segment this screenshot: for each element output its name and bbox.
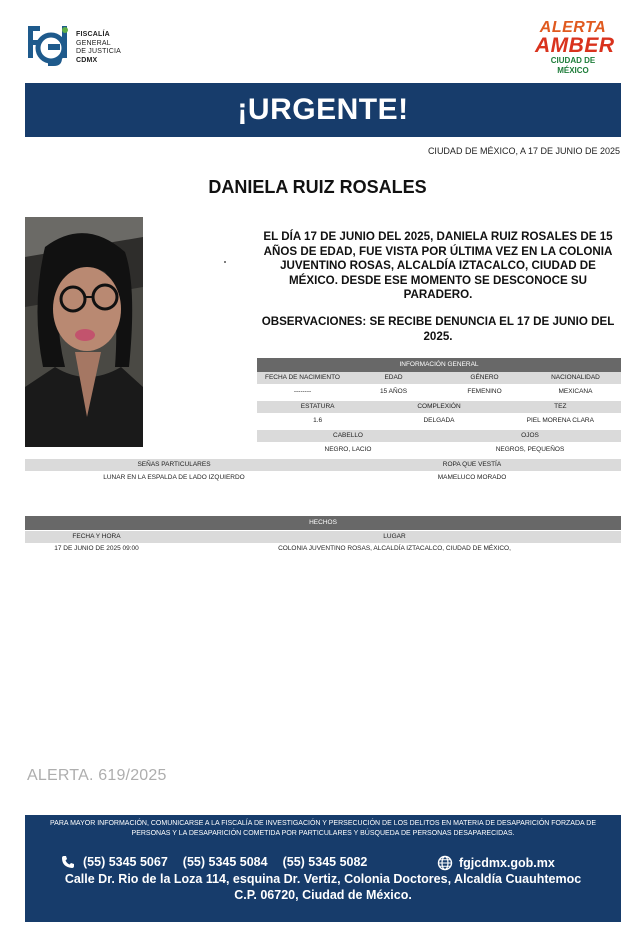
address [25, 871, 621, 903]
org-line4: CDMX [76, 56, 98, 64]
info-row1-values [257, 386, 621, 398]
person-photo [25, 217, 143, 447]
dateline: CIUDAD DE MÉXICO, A 17 DE JUNIO DE 2025 [427, 146, 620, 156]
phone-list [61, 855, 382, 869]
header-eyes: OJOS [521, 432, 539, 439]
info-row2-values [257, 415, 621, 427]
header-datetime: FECHA Y HORA [72, 533, 121, 540]
header-gender: GÉNERO [470, 374, 499, 381]
header-birthdate: FECHA DE NACIMIENTO [264, 374, 340, 381]
hechos-title: HECHOS [25, 516, 621, 530]
phone-icon [61, 855, 75, 869]
case-description: EL DÍA 17 DE JUNIO DEL 2025, DANIELA RUIZ ROSALES DE 15 AÑOS DE EDAD, FUE VISTA POR ÚLTIMA VEZ EN LA COLONIA JUVENTINO ROSAS, ALCALDÍA IZTACALCO, CIUDAD DE MÉXICO. DESDE ESE MOMENTO SE DESCONOCE SU PARADERO. [263, 230, 613, 302]
value-build: DELGADA [423, 417, 455, 424]
address-line2: C.P. 06720, Ciudad de México. [234, 888, 412, 902]
observations: OBSERVACIONES: SE RECIBE DENUNCIA EL 17 DE JUNIO DEL 2025. [261, 315, 615, 343]
general-info-title: INFORMACIÓN GENERAL [257, 358, 621, 372]
amber-line1: ALERTA [539, 19, 607, 36]
alert-number: ALERTA. 619/2025 [27, 767, 167, 784]
header-nationality: NACIONALIDAD [551, 374, 600, 381]
header-clothing: ROPA QUE VESTÍA [442, 461, 502, 468]
hechos-values [25, 543, 621, 555]
info-row3-headers [257, 430, 621, 442]
header-build: COMPLEXIÓN [417, 403, 461, 410]
header-age: EDAD [384, 374, 403, 381]
address-line1: Calle Dr. Rio de la Loza 114, esquina Dr. Vertiz, Colonia Doctores, Alcaldía Cuauhtemoc [64, 872, 582, 886]
info-row4-values [25, 472, 621, 484]
value-eyes: NEGROS, PEQUEÑOS [495, 446, 565, 453]
amber-line2: AMBER [535, 34, 615, 57]
info-row4-headers [25, 459, 621, 471]
value-place: COLONIA JUVENTINO ROSAS, ALCALDÍA IZTACALCO, CIUDAD DE MÉXICO, [278, 545, 511, 552]
header-height: ESTATURA [300, 403, 335, 410]
phone-1[interactable]: (55) 5345 5067 [83, 855, 168, 869]
person-name: DANIELA RUIZ ROSALES [208, 177, 427, 197]
hechos-table [25, 516, 621, 555]
fgj-logo [24, 22, 72, 74]
globe-icon [437, 855, 453, 871]
phone-3[interactable]: (55) 5345 5082 [282, 855, 368, 869]
value-datetime: 17 DE JUNIO DE 2025 09:00 [54, 545, 139, 552]
stray-dot [224, 261, 226, 263]
info-row2-headers [257, 401, 621, 413]
org-line1: FISCALÍA [76, 31, 110, 38]
header-place: LUGAR [383, 533, 406, 540]
value-gender: FEMENINO [467, 388, 502, 395]
value-hair: NEGRO, LACIO [324, 446, 372, 453]
particular-signs-table [25, 459, 621, 484]
alerta-amber-logo [535, 19, 615, 76]
urgent-banner: ¡URGENTE! [25, 83, 621, 137]
value-particular-signs: LUNAR EN LA ESPALDA DE LADO IZQUIERDO [103, 474, 245, 481]
org-name [76, 31, 121, 65]
footer-info-text: PARA MAYOR INFORMACIÓN, COMUNICARSE A LA FISCALÍA DE INVESTIGACIÓN Y PERSECUCIÓN DE LOS DELITOS EN MATERIA DE DESAPARICIÓN FORZADA DE PERSONAS Y LA DESAPARICIÓN COMETIDA POR PARTICULARES Y BÚSQUEDA DE PERSONAS DESAPARECIDAS. [50, 820, 596, 837]
website [437, 855, 555, 871]
value-clothing: MAMELUCO MORADO [437, 474, 507, 481]
header-complexion: TEZ [554, 403, 567, 410]
value-age: 15 AÑOS [379, 388, 408, 395]
org-line3: DE JUSTICIA [76, 48, 121, 56]
value-birthdate: -------- [293, 388, 312, 395]
value-complexion: PIEL MORENA CLARA [526, 417, 594, 424]
info-row3-values [257, 444, 621, 456]
header-particular-signs: SEÑAS PARTICULARES [137, 461, 211, 468]
value-height: 1.6 [313, 417, 323, 424]
value-nationality: MEXICANA [558, 388, 593, 395]
phone-2[interactable]: (55) 5345 5084 [182, 855, 268, 869]
amber-line3: CIUDAD DE MÉXICO [550, 56, 596, 75]
general-info-table [257, 358, 621, 456]
info-row1-headers [257, 372, 621, 384]
header-hair: CABELLO [333, 432, 363, 439]
org-line2: GENERAL [76, 39, 111, 47]
footer [25, 815, 621, 922]
hechos-headers [25, 531, 621, 543]
website-link[interactable]: fgjcdmx.gob.mx [459, 856, 555, 870]
